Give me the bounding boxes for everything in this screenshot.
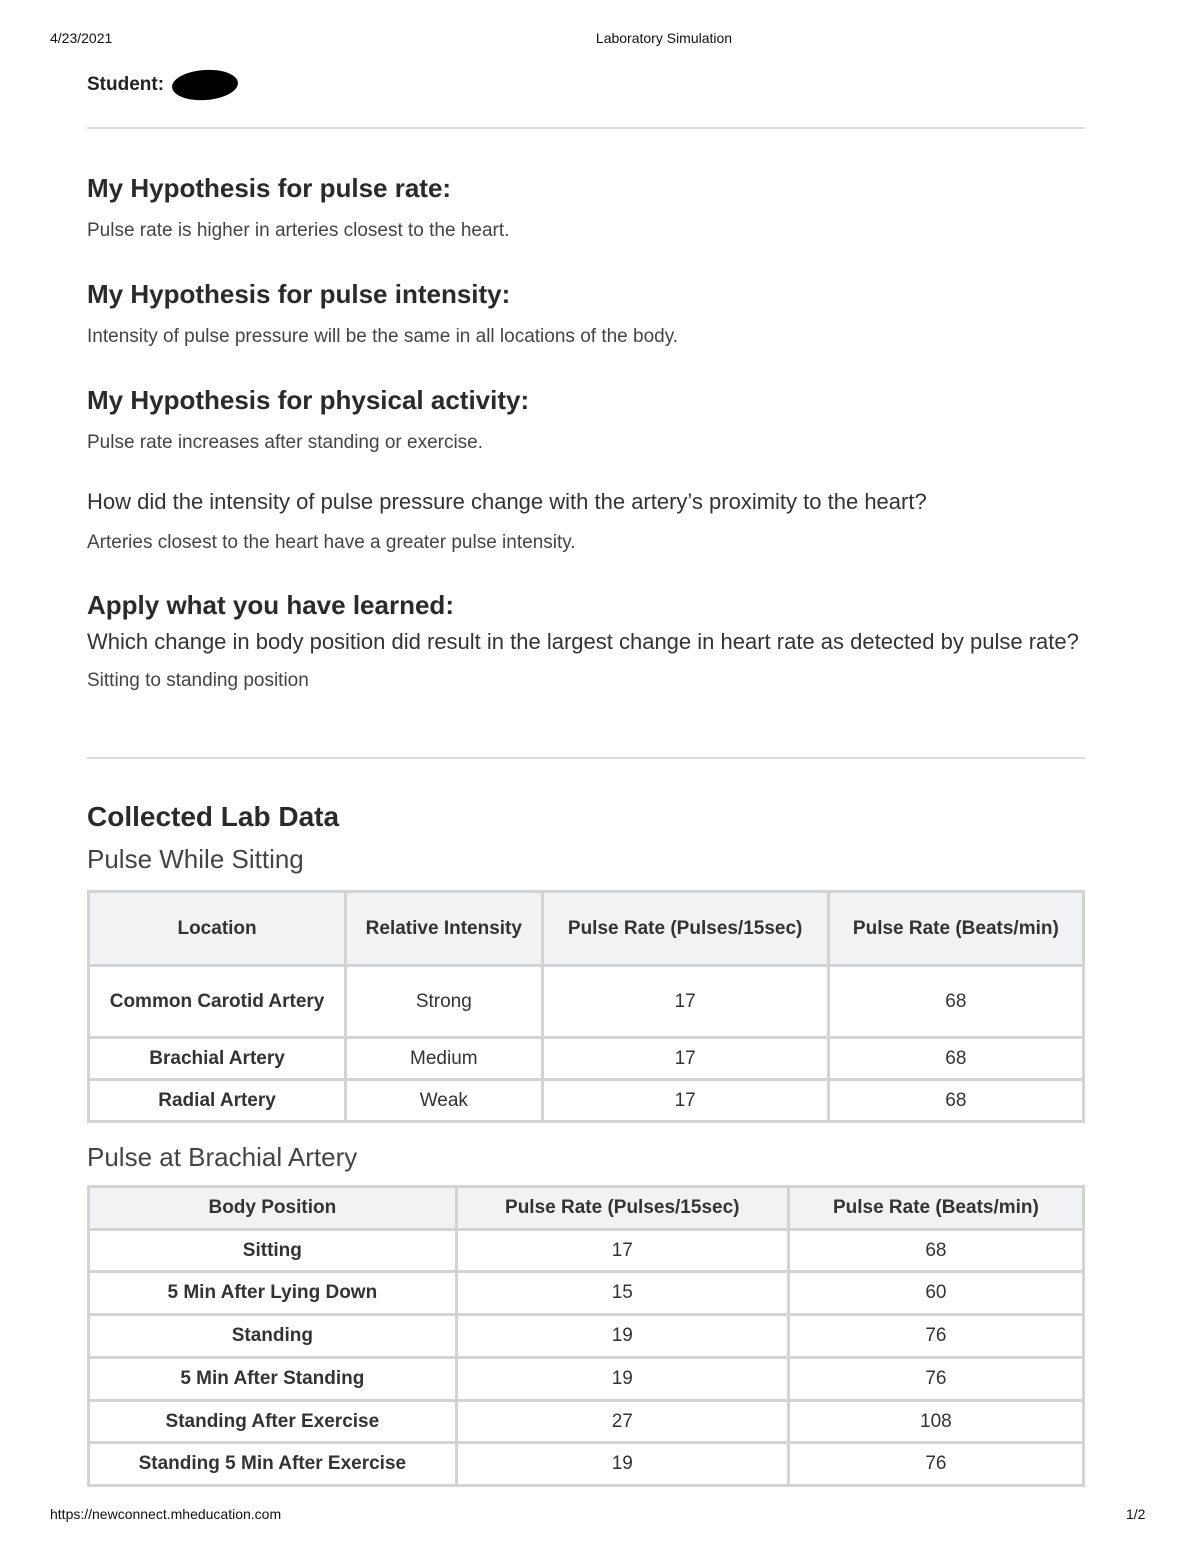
- divider: [87, 127, 1085, 129]
- row-label: Radial Artery: [89, 1080, 346, 1122]
- column-header: Location: [89, 892, 346, 966]
- student-row: [87, 70, 238, 100]
- table-row: [89, 1358, 1084, 1401]
- table-row: [89, 1038, 1084, 1080]
- table-row: [89, 1401, 1084, 1443]
- page-number: 1/2: [1126, 1506, 1146, 1522]
- row-label: Standing After Exercise: [89, 1401, 457, 1443]
- row-label: Brachial Artery: [89, 1038, 346, 1080]
- table-row: [89, 1230, 1084, 1272]
- table-cell: 27: [456, 1401, 788, 1443]
- table-header-row: [89, 1187, 1084, 1230]
- question-text: How did the intensity of pulse pressure change with the artery’s proximity to the heart?: [87, 489, 927, 514]
- table-cell: 19: [456, 1315, 788, 1358]
- table-cell: 108: [788, 1401, 1083, 1443]
- table-row: [89, 1443, 1084, 1486]
- table-cell: 17: [542, 1080, 828, 1122]
- column-header: Pulse Rate (Pulses/15sec): [456, 1187, 788, 1230]
- table-row: [89, 1272, 1084, 1315]
- table-cell: 76: [788, 1443, 1083, 1486]
- apply-question: Which change in body position did result in the largest change in heart rate as detected by pulse rate?: [87, 629, 1079, 654]
- table-cell: 76: [788, 1315, 1083, 1358]
- collected-heading: Collected Lab Data: [87, 801, 340, 832]
- print-date: 4/23/2021: [50, 30, 113, 46]
- table-cell: 68: [828, 1038, 1083, 1080]
- table-cell: 17: [542, 1038, 828, 1080]
- table-cell: Medium: [346, 1038, 542, 1080]
- hypothesis-heading: My Hypothesis for pulse intensity:: [87, 279, 511, 309]
- hypothesis-answer: Intensity of pulse pressure will be the same in all locations of the body.: [87, 326, 679, 347]
- table-cell: 17: [456, 1230, 788, 1272]
- print-title: Laboratory Simulation: [595, 30, 733, 46]
- hypothesis-answer: Pulse rate is higher in arteries closest to the heart.: [87, 220, 510, 241]
- print-url: https://newconnect.mheducation.com: [50, 1506, 282, 1522]
- student-label: Student:: [87, 74, 165, 95]
- table-cell: Strong: [346, 966, 542, 1038]
- table-cell: 15: [456, 1272, 788, 1315]
- table-cell: 68: [788, 1230, 1083, 1272]
- column-header: Pulse Rate (Beats/min): [788, 1187, 1083, 1230]
- table-cell: 68: [828, 966, 1083, 1038]
- hypothesis-answer: Pulse rate increases after standing or exercise.: [87, 432, 484, 453]
- row-label: 5 Min After Lying Down: [89, 1272, 457, 1315]
- table-cell: 17: [542, 966, 828, 1038]
- question-answer: Arteries closest to the heart have a greater pulse intensity.: [87, 532, 576, 553]
- table-cell: 68: [828, 1080, 1083, 1122]
- hypothesis-pulse-rate: [87, 172, 1085, 244]
- table-cell: Weak: [346, 1080, 542, 1122]
- collected-section-header: [87, 801, 1085, 875]
- apply-answer: Sitting to standing position: [87, 670, 309, 691]
- table-cell: 76: [788, 1358, 1083, 1401]
- table2-title: Pulse at Brachial Artery: [87, 1142, 358, 1172]
- row-label: Standing: [89, 1315, 457, 1358]
- table-row: [89, 966, 1084, 1038]
- column-header: Pulse Rate (Beats/min): [828, 892, 1083, 966]
- table1-title: Pulse While Sitting: [87, 844, 304, 874]
- pulse-sitting-table: [87, 890, 1085, 1123]
- column-header: Body Position: [89, 1187, 457, 1230]
- row-label: Sitting: [89, 1230, 457, 1272]
- column-header: Relative Intensity: [346, 892, 542, 966]
- column-header: Pulse Rate (Pulses/15sec): [542, 892, 828, 966]
- divider: [87, 757, 1085, 759]
- pulse-brachial-table: [87, 1185, 1085, 1487]
- table-header-row: [89, 892, 1084, 966]
- table-cell: 19: [456, 1443, 788, 1486]
- apply-heading: Apply what you have learned:: [87, 590, 454, 620]
- hypothesis-physical-activity: [87, 384, 1085, 456]
- redacted-name-mark: [171, 68, 239, 103]
- table-row: [89, 1080, 1084, 1122]
- row-label: Standing 5 Min After Exercise: [89, 1443, 457, 1486]
- hypothesis-pulse-intensity: [87, 278, 1085, 350]
- question-intensity-proximity: [87, 489, 1085, 556]
- hypothesis-heading: My Hypothesis for pulse rate:: [87, 173, 452, 203]
- row-label: Common Carotid Artery: [89, 966, 346, 1038]
- apply-section: [87, 589, 1085, 694]
- hypothesis-heading: My Hypothesis for physical activity:: [87, 385, 530, 415]
- table-cell: 60: [788, 1272, 1083, 1315]
- table-row: [89, 1315, 1084, 1358]
- table-cell: 19: [456, 1358, 788, 1401]
- row-label: 5 Min After Standing: [89, 1358, 457, 1401]
